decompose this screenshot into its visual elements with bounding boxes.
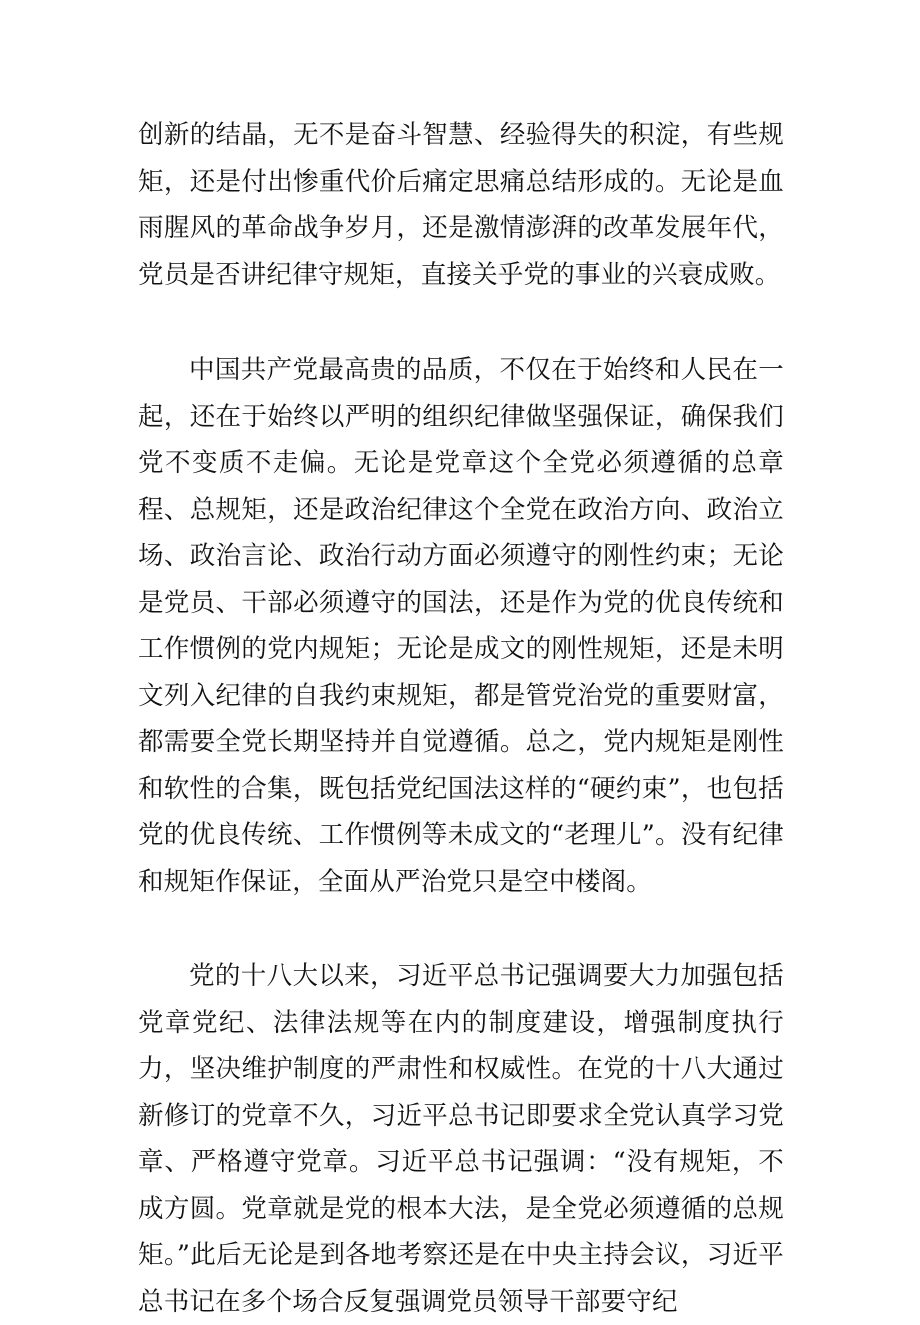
document-body: [138, 112, 784, 1325]
paragraph-continuation: 创新的结晶，无不是奋斗智慧、经验得失的积淀，有些规矩，还是付出惨重代价后痛定思痛总结形成的。无论是血雨腥风的革命战争岁月，还是激情澎湃的改革发展年代，党员是否讲纪律守规矩，直接关乎党的事业的兴衰成败。: [138, 120, 784, 290]
paragraph-party-discipline: 中国共产党最高贵的品质，不仅在于始终和人民在一起，还在于始终以严明的组织纪律做坚强保证，确保我们党不变质不走偏。无论是党章这个全党必须遵循的总章程、总规矩，还是政治纪律这个全党在政治方向、政治立场、政治言论、政治行动方面必须遵守的刚性约束；无论是党员、干部必须遵守的国法，还是作为党的优良传统和工作惯例的党内规矩；无论是成文的刚性规矩，还是未明文列入纪律的自我约束规矩，都是管党治党的重要财富，都需要全党长期坚持并自觉遵循。总之，党内规矩是刚性和软性的合集，既包括党纪国法这样的“硬约束”，也包括党的优良传统、工作惯例等未成文的“老理儿”。没有纪律和规矩作保证，全面从严治党只是空中楼阁。: [138, 355, 784, 897]
paragraph-since-18th-congress: 党的十八大以来，习近平总书记强调要大力加强包括党章党纪、法律法规等在内的制度建设，增强制度执行力，坚决维护制度的严肃性和权威性。在党的十八大通过新修订的党章不久，习近平总书记即要求全党认真学习党章、严格遵守党章。习近平总书记强调：“没有规矩，不成方圆。党章就是党的根本大法，是全党必须遵循的总规矩。”此后无论是到各地考察还是在中央主持会议，习近平总书记在多个场合反复强调党员领导干部要守纪: [138, 961, 784, 1317]
